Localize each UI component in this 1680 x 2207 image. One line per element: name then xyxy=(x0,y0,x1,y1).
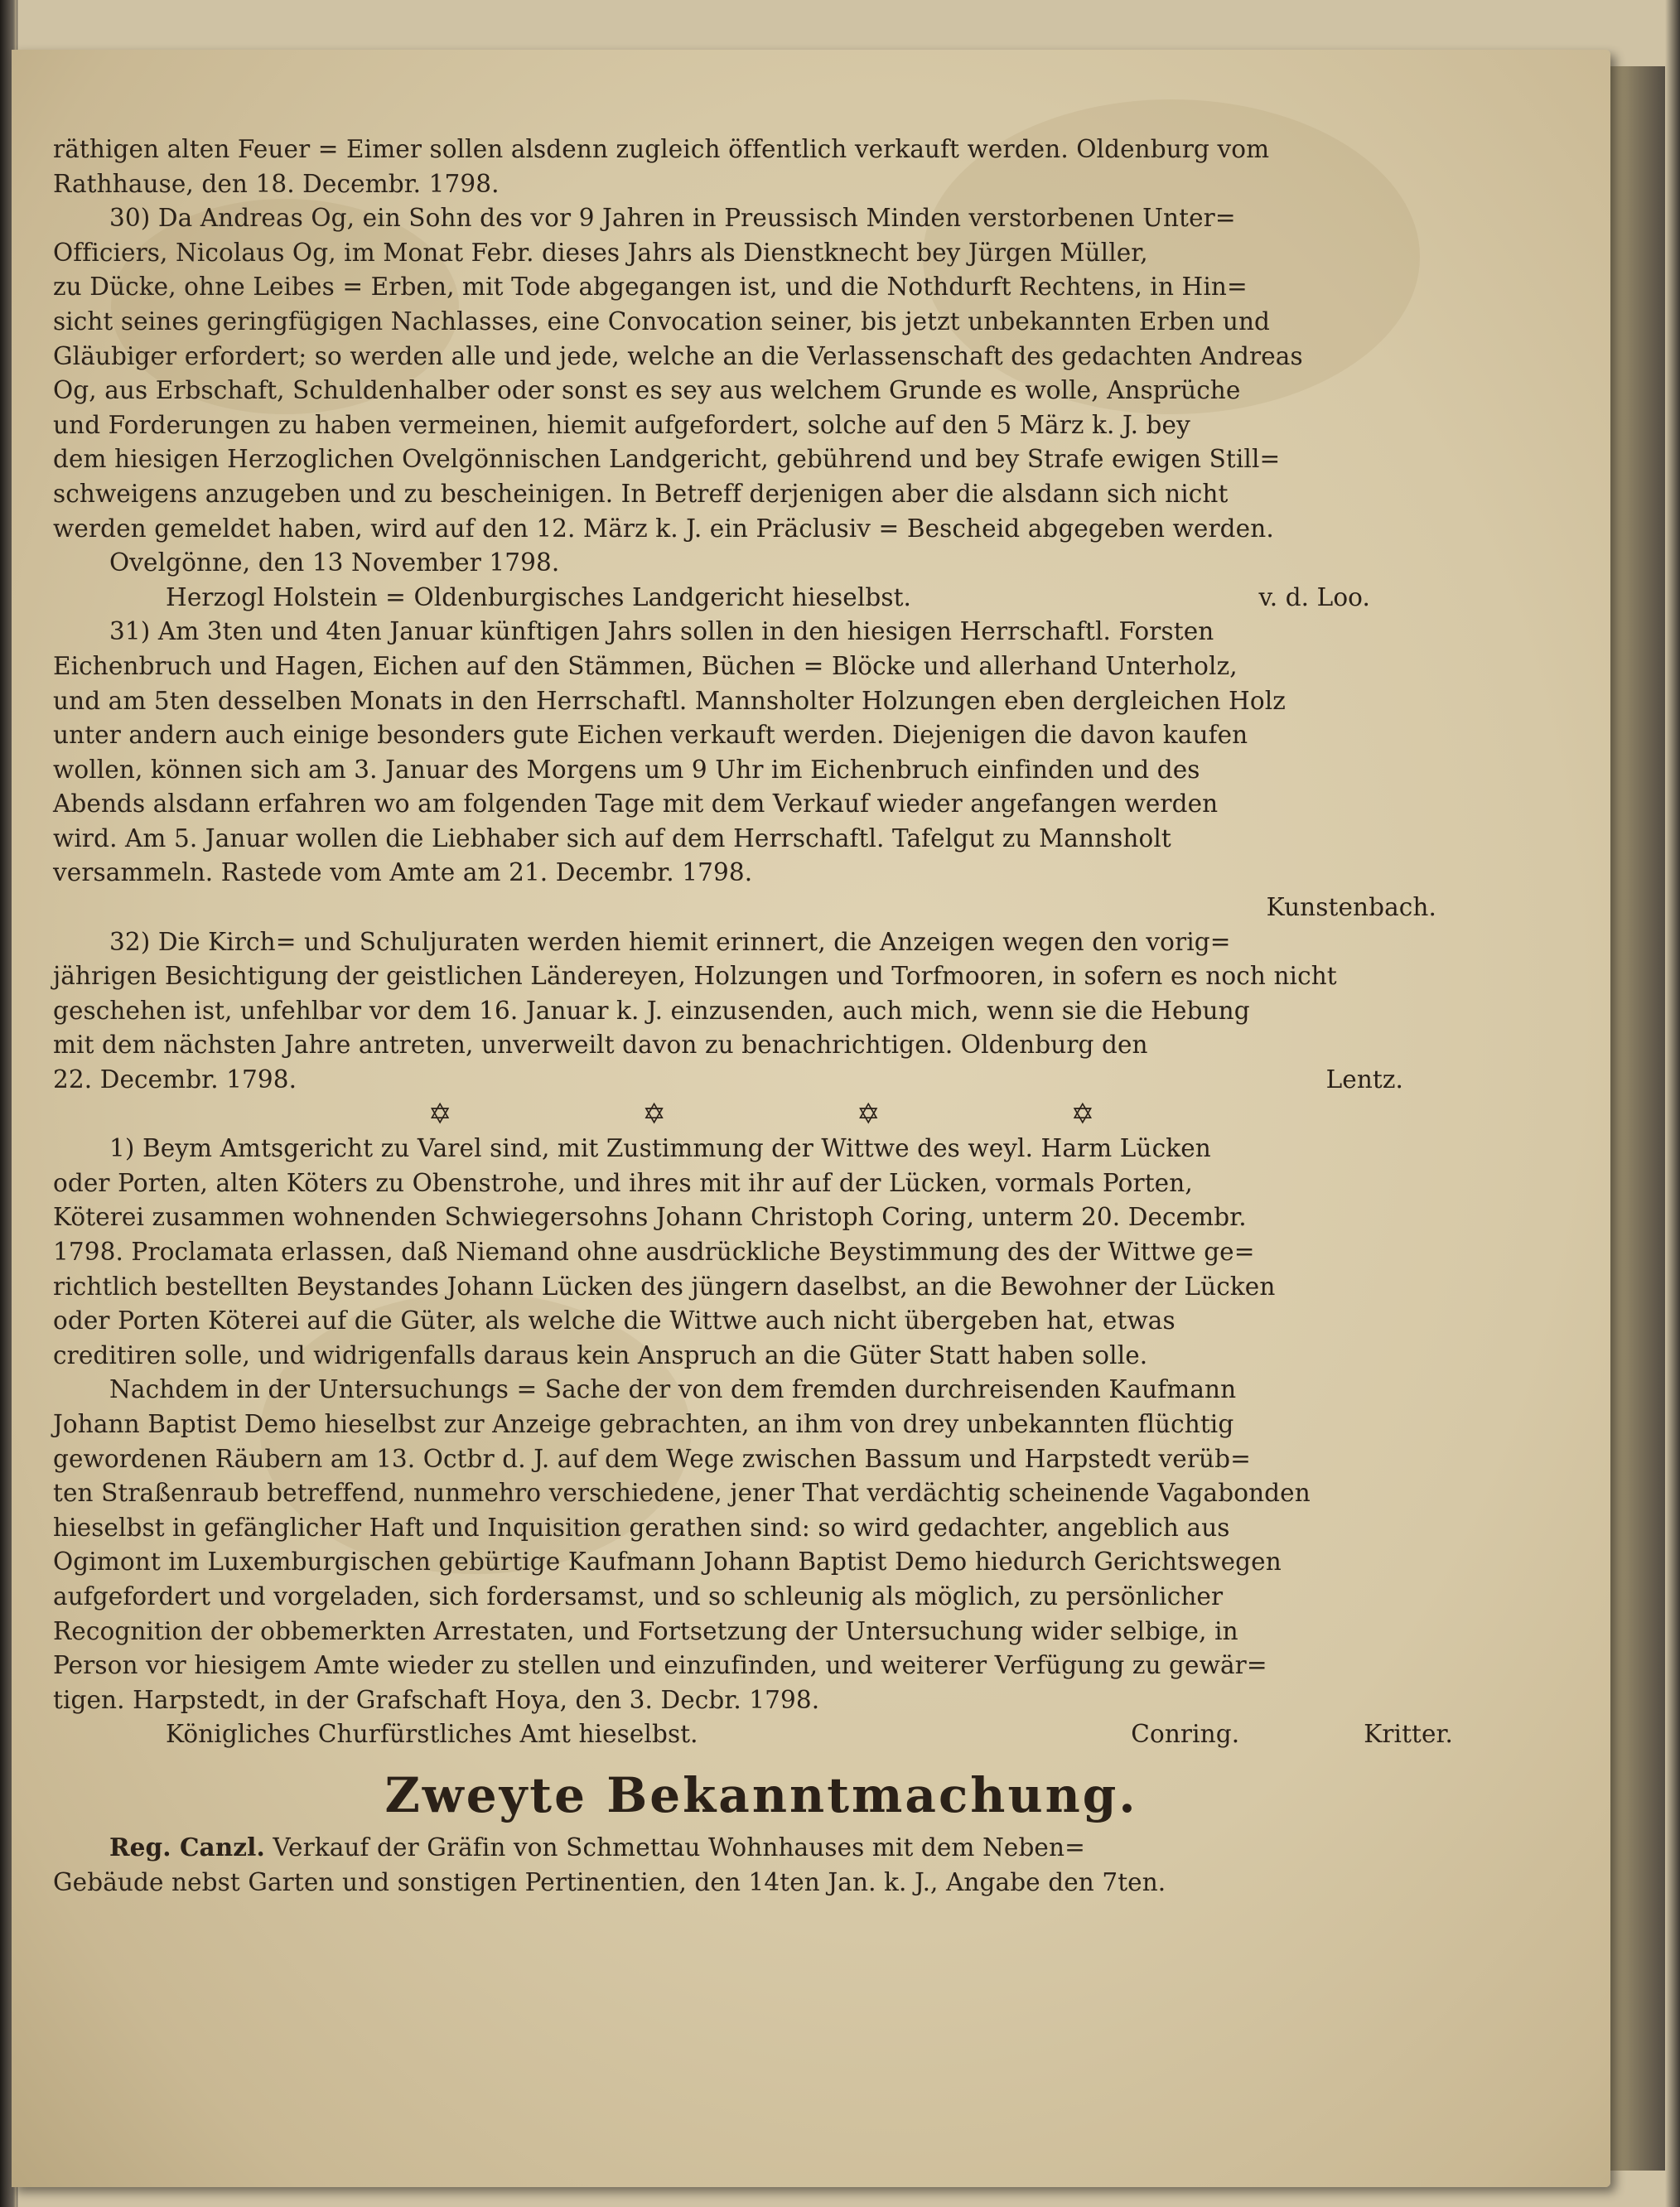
text-line: jährigen Besichtigung der geistlichen Ländereyen, Holzungen und Torfmooren, in sofern es noch nicht xyxy=(53,962,1337,991)
signature-date: 22. Decembr. 1798. xyxy=(53,1065,297,1094)
star-ornament-icon: ✡ xyxy=(1070,1097,1095,1131)
text-line: creditiren solle, und widrigenfalls daraus kein Anspruch an die Güter Statt haben solle. xyxy=(53,1340,1148,1369)
signature-authority: Königliches Churfürstliches Amt hieselbst. xyxy=(166,1720,698,1749)
text-line: dem hiesigen Herzoglichen Ovelgönnischen Landgericht, gebührend und bey Strafe ewigen Still= xyxy=(53,445,1281,474)
star-ornament-icon: ✡ xyxy=(642,1097,666,1131)
text-line: gewordenen Räubern am 13. Octbr d. J. auf dem Wege zwischen Bassum und Harpstedt verüb= xyxy=(53,1444,1251,1473)
paragraph-intro xyxy=(53,133,1470,201)
text-line: Eichenbruch und Hagen, Eichen auf den Stämmen, Büchen = Blöcke und allerhand Unterholz, xyxy=(53,651,1238,680)
text-line: Officiers, Nicolaus Og, im Monat Febr. dieses Jahrs als Dienstknecht bey Jürgen Müller, xyxy=(53,238,1148,267)
notice-final xyxy=(53,1830,1470,1900)
text-line: 31) Am 3ten und 4ten Januar künftigen Jahrs sollen in den hiesigen Herrschaftl. Forsten xyxy=(109,617,1214,646)
signature-name: Kritter. xyxy=(1364,1720,1453,1749)
text-line: 32) Die Kirch= und Schuljuraten werden hiemit erinnert, die Anzeigen wegen den vorig= xyxy=(109,927,1231,956)
text-line: oder Porten, alten Köters zu Obenstrohe, und ihres mit ihr auf der Lücken, vormals Porten, xyxy=(53,1168,1193,1197)
text-line: 30) Da Andreas Og, ein Sohn des vor 9 Jahren in Preussisch Minden verstorbenen Unter= xyxy=(109,204,1236,233)
text-line: wollen, können sich am 3. Januar des Morgens um 9 Uhr im Eichenbruch einfinden und des xyxy=(53,755,1200,784)
text-line: unter andern auch einige besonders gute Eichen verkauft werden. Diejenigen die davon kaufen xyxy=(53,721,1248,750)
text-line: aufgefordert und vorgeladen, sich fordersamst, und so schleunig als möglich, zu persönlicher xyxy=(53,1582,1224,1611)
text-line: 1798. Proclamata erlassen, daß Niemand ohne ausdrückliche Beystimmung des der Wittwe ge= xyxy=(53,1238,1255,1266)
signature-name: Lentz. xyxy=(1325,1065,1403,1094)
text-line: versammeln. Rastede vom Amte am 21. Decembr. 1798. xyxy=(53,858,753,887)
text-line: ten Straßenraub betreffend, nunmehro verschiedene, jener That verdächtig scheinende Vagabonden xyxy=(53,1479,1311,1508)
text-line: zu Dücke, ohne Leibes = Erben, mit Tode abgegangen ist, und die Nothdurft Rechtens, in Hin= xyxy=(53,273,1248,302)
star-ornament-icon: ✡ xyxy=(427,1097,452,1131)
notice-varel xyxy=(53,1132,1470,1373)
signature-name: Kunstenbach. xyxy=(1266,893,1436,922)
signature-name: v. d. Loo. xyxy=(1258,582,1370,611)
section-heading: Zweyte Bekanntmachung. xyxy=(384,1766,1138,1823)
text-line: Person vor hiesigem Amte wieder zu stellen und einzufinden, und weiterer Verfügung zu gewär= xyxy=(53,1651,1267,1680)
text-line: Abends alsdann erfahren wo am folgenden Tage mit dem Verkauf wieder angefangen werden xyxy=(53,790,1219,819)
text-line: Ovelgönne, den 13 November 1798. xyxy=(109,548,560,577)
text-span: Verkauf der Gräfin von Schmettau Wohnhauses mit dem Neben= xyxy=(273,1833,1085,1862)
text-line: und Forderungen zu haben vermeinen, hiemit aufgefordert, solche auf den 5 März k. J. bey xyxy=(53,410,1190,439)
text-line: Nachdem in der Untersuchungs = Sache der von dem fremden durchreisenden Kaufmann xyxy=(109,1375,1237,1404)
text-line: 1) Beym Amtsgericht zu Varel sind, mit Zustimmung der Wittwe des weyl. Harm Lücken xyxy=(109,1134,1211,1163)
notice-32 xyxy=(53,925,1470,1063)
text-line: geschehen ist, unfehlbar vor dem 16. Januar k. J. einzusenden, auch mich, wenn sie die Hebung xyxy=(53,996,1250,1025)
text-line: Johann Baptist Demo hieselbst zur Anzeige gebrachten, an ihm von drey unbekannten flüchtig xyxy=(53,1409,1234,1438)
text-line: Gläubiger erfordert; so werden alle und jede, welche an die Verlassenschaft des gedachten Andreas xyxy=(53,341,1303,370)
text-line: sicht seines geringfügigen Nachlasses, eine Convocation seiner, bis jetzt unbekannten Erben und xyxy=(53,307,1271,336)
lead-label: Reg. Canzl. xyxy=(109,1832,265,1862)
text-line: tigen. Harpstedt, in der Grafschaft Hoya, den 3. Decbr. 1798. xyxy=(53,1685,820,1714)
text-line: Rathhause, den 18. Decembr. 1798. xyxy=(53,169,500,198)
signature-row xyxy=(53,581,1470,616)
text-line: Köterei zusammen wohnenden Schwiegersohns Johann Christoph Coring, unterm 20. Decembr. xyxy=(53,1203,1247,1232)
signature-name: Conring. xyxy=(1131,1720,1240,1749)
text-line: Gebäude nebst Garten und sonstigen Pertinentien, den 14ten Jan. k. J., Angabe den 7ten. xyxy=(53,1867,1166,1896)
text-line: schweigens anzugeben und zu bescheinigen. In Betreff derjenigen aber die alsdann sich nicht xyxy=(53,479,1229,508)
text-line: oder Porten Köterei auf die Güter, als welche die Wittwe auch nicht übergeben hat, etwas xyxy=(53,1306,1176,1335)
text-line: werden gemeldet haben, wird auf den 12. März k. J. ein Präclusiv = Bescheid abgegeben werden. xyxy=(53,514,1274,543)
text-line: hieselbst in gefänglicher Haft und Inquisition gerathen sind: so wird gedachter, angeblich aus xyxy=(53,1513,1230,1542)
text-line: und am 5ten desselben Monats in den Herrschaftl. Mannsholter Holzungen eben dergleichen Holz xyxy=(53,686,1286,715)
notice-31 xyxy=(53,615,1470,891)
text-line: Recognition der obbemerkten Arrestaten, und Fortsetzung der Untersuchung wider selbige, in xyxy=(53,1616,1238,1645)
document-text xyxy=(53,133,1470,1900)
document-page xyxy=(12,50,1610,2187)
text-line: mit dem nächsten Jahre antreten, unverweilt davon zu benachrichtigen. Oldenburg den xyxy=(53,1031,1148,1060)
text-line: Ogimont im Luxemburgischen gebürtige Kaufmann Johann Baptist Demo hiedurch Gerichtswegen xyxy=(53,1548,1282,1577)
text-line: richtlich bestellten Beystandes Johann Lücken des jüngern daselbst, an die Bewohner der Lücken xyxy=(53,1272,1276,1301)
section-divider xyxy=(53,1098,1470,1132)
star-ornament-icon: ✡ xyxy=(857,1097,881,1131)
notice-harpstedt xyxy=(53,1373,1470,1717)
text-line: wird. Am 5. Januar wollen die Liebhaber sich auf dem Herrschaftl. Tafelgut zu Mannsholt xyxy=(53,823,1171,852)
signature-row xyxy=(53,1717,1470,1752)
signature-row xyxy=(53,1063,1470,1098)
text-line: Og, aus Erbschaft, Schuldenhalber oder sonst es sey aus welchem Grunde es wolle, Ansprüche xyxy=(53,376,1241,405)
signature-authority: Herzogl Holstein = Oldenburgisches Landgericht hieselbst. xyxy=(166,582,912,611)
text-line: räthigen alten Feuer = Eimer sollen alsdenn zugleich öffentlich verkauft werden. Oldenburg vom xyxy=(53,135,1270,163)
notice-30 xyxy=(53,201,1470,581)
text-line xyxy=(53,1830,1470,1866)
